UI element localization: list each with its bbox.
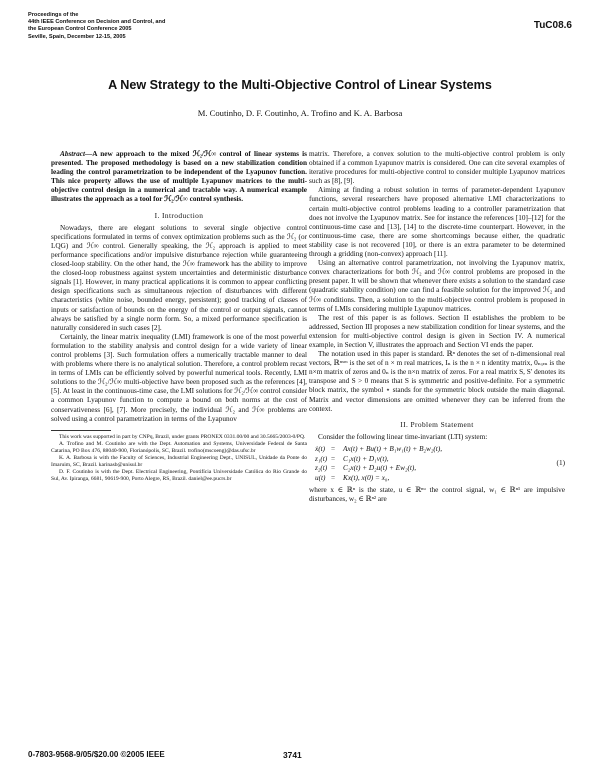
paragraph: The notation used in this paper is standard. ℝⁿ denotes the set of n-dimensional real vectors, ℝⁿˣᵐ is the set of n × m real matrices, Iₙ is the n × n identity matrix, 0ₙₓₘ is the n×m matrix of zeros and 0ₙ is the n×n matrix of zeros. For a real matrix S, S′ denotes its transpose and S > 0 means that S is symmetric and positive-definite. For a symmetric block matrix, the symbol ⋆ stands for the symmetric block outside the main diagonal. Matrix and vector dimensions are omitted whenever they can be inferred from the context. (309, 350, 565, 413)
abstract-text: —A new approach to the mixed ℋ₂/ℋ∞ control of linear systems is presented. The proposed methodology is based on a new stabilization condition leading the control parametrization to be independent of the Lyapunov function. This nice property allows the use of multiple Lyapunov matrices to the multi-objective control design in a numerical and tractable way. A numerical example illustrates the approach as a tool for ℋ₂/ℋ∞ control synthesis. (51, 150, 307, 204)
equation-equals: = (331, 473, 336, 482)
footnote-divider (51, 430, 111, 431)
equation-equals: = (331, 444, 336, 453)
footnotes (51, 434, 307, 483)
proceedings-line: 44th IEEE Conference on Decision and Control, and (28, 19, 166, 26)
right-column (309, 150, 565, 504)
equation-rhs: Kx(t), x(0) = x₀, (343, 473, 390, 482)
equation-rhs: Ax(t) + Bu(t) + B₁w₁(t) + B₂w₂(t), (343, 444, 443, 453)
proceedings-line: Seville, Spain, December 12-15, 2005 (28, 33, 126, 40)
author-list: M. Coutinho, D. F. Coutinho, A. Trofino and K. A. Barbosa (197, 108, 403, 118)
footnote: This work was supported in part by CNPq, Brazil, under grants PRONEX 0331.00/00 and 30.5665/2003-0/PQ. (59, 433, 306, 440)
abstract (51, 150, 307, 205)
equation-number: (1) (556, 459, 565, 468)
footnote: D. F. Coutinho is with the Dept. Electrical Engineering, Pontifícia Universidade Católica do Rio Grande do Sul, Av. Ipiranga, 6681, 90619-900, Porto Alegre, RS, Brazil. daniel@ee.pucrs.br (51, 468, 307, 482)
abstract-label: Abstract (60, 150, 85, 158)
equation-equals: = (331, 464, 336, 473)
paper-code: TuC08.6 (533, 20, 572, 31)
equation-lhs: z₁(t) (315, 454, 328, 463)
section-heading-introduction: I. Introduction (154, 210, 204, 220)
equation-lhs: z₂(t) (315, 464, 328, 473)
footnote: A. Trofino and M. Coutinho are with the Dept. Automation and Systems, Universidade Federal de Santa Catarina, PO Box 476, 88040-900, Florianópolis, SC, Brazil. trofino(mscoeng)@das.ufsc.br (51, 440, 307, 454)
page-number: 3741 (283, 750, 302, 760)
footnote: K. A. Barbosa is with the Faculty of Sciences, Industrial Engineering Dept., UNISUL, Unidade da Ponte do Imaruim, SC, Brazil. karinasb@unisul.br (51, 454, 307, 468)
paragraph: where x ∈ ℝⁿ is the state, u ∈ ℝⁿᵘ the control signal, w₁ ∈ ℝⁿ¹ are impulsive disturbances, w₂ ∈ ℝⁿ² are (309, 486, 565, 504)
paragraph: Nowadays, there are elegant solutions to several single objective control specifications formulated in terms of convex optimization problems such as the ℋ₂ (or LQG) and ℋ∞ control. Generally speaking, the ℋ₂ approach is applied to meet performance specifications and/or impulsive disturbance rejection while guaranteeing closed-loop stability. On the other hand, the ℋ∞ framework has the ability to improve the closed-loop robustness against system uncertainties and deterministic disturbance signals [1]. However, in many practical applications it is common to appear conflicting design specifications such as simultaneous rejection of disturbances with different characteristics (white noise, bounded energy, persistent); good tracking of classes of inputs or satisfaction of bounds on the energy of the control or output signals, cannot always be satisfied by a single norm form. So, a mixed performance specification is naturally considered in such cases [2]. (51, 223, 307, 332)
proceedings-header (28, 12, 258, 41)
paragraph: Aiming at finding a robust solution in terms of parameter-dependent Lyapunov functions, several researchers have proposed alternative LMI characterizations to certain multi-objective control problems leading to a controller parametrization that does not involve the Lyapunov matrix. See for instance the references [10]–[12] for the continuous-time case and [13], [14] to the discrete-time counterpart. However, in the continuous-time case, there are some shortcomings because either, the quadratic stability case is not recovered [10], or there is an extra parameter to be determined through a gridding (non-convex) approach [11]. (309, 186, 565, 259)
equation-rhs: C₂x(t) + D₂u(t) + Ew₂(t), (343, 464, 417, 473)
left-column (51, 150, 307, 483)
section-heading-problem-statement: II. Problem Statement (400, 419, 474, 429)
isbn-copyright: 0-7803-9568-9/05/$20.00 ©2005 IEEE (28, 750, 165, 759)
paper-title: A New Strategy to the Multi-Objective Control of Linear Systems (108, 78, 492, 92)
proceedings-line: the European Control Conference 2005 (28, 26, 132, 33)
equation-rhs: C₁x(t) + D₁v(t), (343, 454, 389, 463)
proceedings-line: Proceedings of the (28, 12, 79, 18)
paragraph: Certainly, the linear matrix inequality (LMI) framework is one of the most powerful formulation to the stability analysis and control design for a wide variety of linear control problems [3]. Such formulation offers a numerically tractable manner to deal with problems where there is no analytical solution. Therefore, a control problem recast in terms of LMIs can be efficiently solved by powerful numerical tools. Recently, LMI solutions to the ℋ₂/ℋ∞ multi-objective have been proposed such as the references [4], [5]. At least in the continuous-time case, the LMI solutions for ℋ₂/ℋ∞ control consider a common Lyapunov function to compute a bound on both norms at the cost of conservativeness [6], [7]. More precisely, the individual ℋ₂ and ℋ∞ problems are solved using a control parametrization in terms of the Lyapunov (51, 332, 307, 423)
paragraph: The rest of this paper is as follows. Section II establishes the problem to be addressed, Section III proposes a new stabilization condition for linear systems, and the extension for multi-objective control design is given in Section IV. A numerical example, in Section V, illustrates the approach and Section VI ends the paper. (309, 313, 565, 349)
equation-equals: = (331, 454, 336, 463)
equation-lhs: u(t) (315, 473, 326, 482)
paragraph: matrix. Therefore, a convex solution to the multi-objective control problem is only obtained if a common Lyapunov matrix is considered. One can cite several examples of iterative procedures for multi-objective control to consider multiple Lyapunov matrices such as [8], [9]. (309, 150, 565, 186)
equation-lhs: ẋ(t) (315, 444, 326, 453)
paragraph: Consider the following linear time-invariant (LTI) system: (318, 432, 488, 441)
equation-1 (315, 445, 565, 483)
paragraph: Using an alternative control parametrization, not involving the Lyapunov matrix, convex characterizations for both ℋ₂ and ℋ∞ control problems are proposed in the present paper. It will be shown that whenever there exists a solution to the standard case (quadratic stability condition) one can find a feasible solution for the improved ℋ₂ and ℋ∞ conditions. Then, a solution to the multi-objective control problem is proposed in terms of LMIs considering multiple Lyapunov matrices. (309, 259, 565, 313)
